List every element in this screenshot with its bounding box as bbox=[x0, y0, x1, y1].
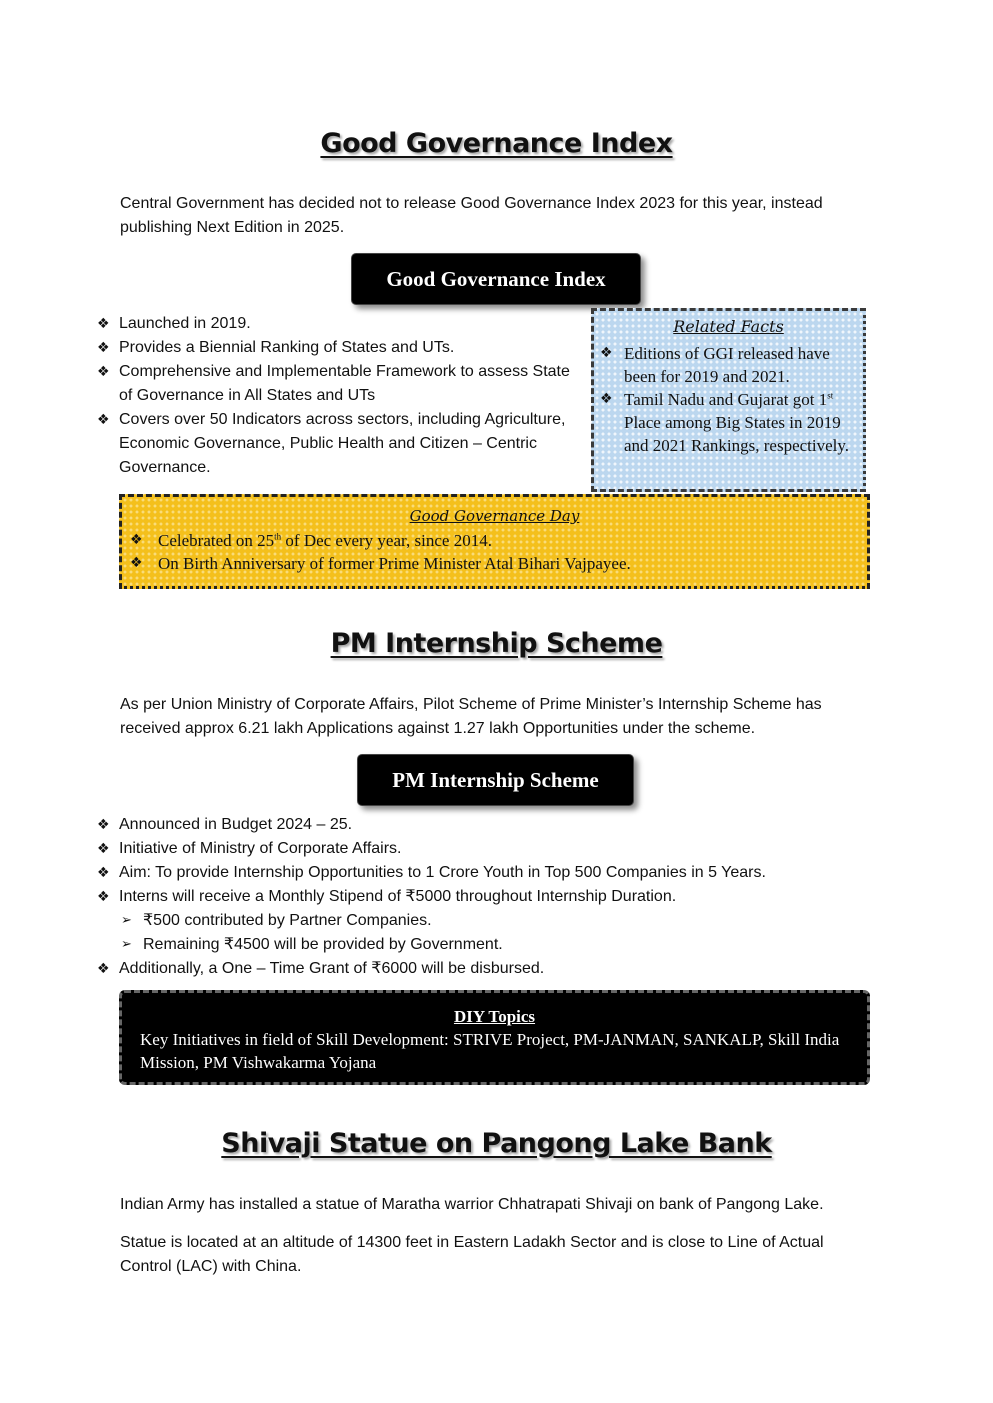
diamond-bullet-icon: ❖ bbox=[130, 555, 143, 571]
list-item: ❖ Initiative of Ministry of Corporate Affairs. bbox=[97, 837, 877, 861]
ggi-title-box: Good Governance Index bbox=[351, 253, 641, 305]
arrow-bullet-icon: ➢ bbox=[121, 937, 132, 952]
related-facts-box bbox=[591, 308, 866, 492]
good-governance-day-title: Good Governance Day bbox=[409, 507, 580, 525]
shivaji-paragraph-1: Indian Army has installed a statue of Maratha warrior Chhatrapati Shivaji on bank of Pangong Lake. bbox=[120, 1196, 824, 1213]
list-item: ❖ Announced in Budget 2024 – 25. bbox=[97, 813, 877, 837]
list-item: ➢ Remaining ₹4500 will be provided by Government. bbox=[97, 933, 877, 957]
diamond-bullet-icon: ❖ bbox=[97, 316, 110, 332]
list-item: ❖ Covers over 50 Indicators across sectors, including Agriculture, Economic Governance, Public Health and Citizen – Centric Governance. bbox=[97, 408, 577, 480]
related-facts-title: Related Facts bbox=[673, 317, 784, 336]
pmis-intro-paragraph: As per Union Ministry of Corporate Affairs, Pilot Scheme of Prime Minister’s Internship Scheme has received approx 6.21 lakh Applications against 1.27 lakh Opportunities under the scheme. bbox=[120, 696, 822, 737]
section-heading-pmis: PM Internship Scheme bbox=[330, 628, 663, 659]
diy-topics-text: Key Initiatives in field of Skill Development: STRIVE Project, PM-JANMAN, SANKALP, Skill India Mission, PM Vishwakarma Yojana bbox=[140, 1030, 840, 1072]
pmis-title-box: PM Internship Scheme bbox=[357, 754, 634, 806]
list-item: ❖ Aim: To provide Internship Opportunities to 1 Crore Youth in Top 500 Companies in 5 Years. bbox=[97, 861, 877, 885]
diamond-bullet-icon: ❖ bbox=[97, 889, 110, 905]
diamond-bullet-icon: ❖ bbox=[130, 532, 143, 548]
list-item: ❖ Interns will receive a Monthly Stipend of ₹5000 throughout Internship Duration. bbox=[97, 885, 877, 909]
list-item: ❖ Tamil Nadu and Gujarat got 1st Place among Big States in 2019 and 2021 Rankings, respectively. bbox=[600, 390, 850, 455]
list-item: ❖ Editions of GGI released have been for 2019 and 2021. bbox=[600, 344, 830, 386]
diamond-bullet-icon: ❖ bbox=[97, 340, 110, 356]
good-governance-day-box bbox=[119, 494, 870, 589]
section-heading-shivaji: Shivaji Statue on Pangong Lake Bank bbox=[221, 1128, 772, 1159]
diy-topics-box bbox=[119, 990, 870, 1085]
diamond-bullet-icon: ❖ bbox=[97, 817, 110, 833]
diamond-bullet-icon: ❖ bbox=[97, 412, 110, 428]
diamond-bullet-icon: ❖ bbox=[97, 865, 110, 881]
list-item: ❖ Launched in 2019. bbox=[97, 312, 577, 336]
list-item: ❖ Comprehensive and Implementable Framework to assess State of Governance in All States and UTs bbox=[97, 360, 577, 408]
diamond-bullet-icon: ❖ bbox=[600, 345, 613, 361]
diamond-bullet-icon: ❖ bbox=[97, 961, 110, 977]
list-item: ❖ On Birth Anniversary of former Prime Minister Atal Bihari Vajpayee. bbox=[130, 554, 631, 573]
pmis-points-list bbox=[97, 813, 877, 981]
shivaji-paragraph-2: Statue is located at an altitude of 14300 feet in Eastern Ladakh Sector and is close to Line of Actual Control (LAC) with China. bbox=[120, 1234, 824, 1275]
arrow-bullet-icon: ➢ bbox=[121, 913, 132, 928]
ggi-intro-paragraph: Central Government has decided not to release Good Governance Index 2023 for this year, instead publishing Next Edition in 2025. bbox=[120, 195, 823, 236]
list-item: ➢ ₹500 contributed by Partner Companies. bbox=[97, 909, 877, 933]
diy-topics-title: DIY Topics bbox=[453, 1007, 536, 1026]
list-item: ❖ Celebrated on 25th of Dec every year, since 2014. bbox=[130, 531, 492, 550]
diamond-bullet-icon: ❖ bbox=[600, 391, 613, 407]
diamond-bullet-icon: ❖ bbox=[97, 364, 110, 380]
ggi-points-list bbox=[97, 312, 577, 480]
diamond-bullet-icon: ❖ bbox=[97, 841, 110, 857]
list-item: ❖ Additionally, a One – Time Grant of ₹6000 will be disbursed. bbox=[97, 957, 877, 981]
list-item: ❖ Provides a Biennial Ranking of States and UTs. bbox=[97, 336, 577, 360]
section-heading-ggi: Good Governance Index bbox=[320, 128, 673, 159]
